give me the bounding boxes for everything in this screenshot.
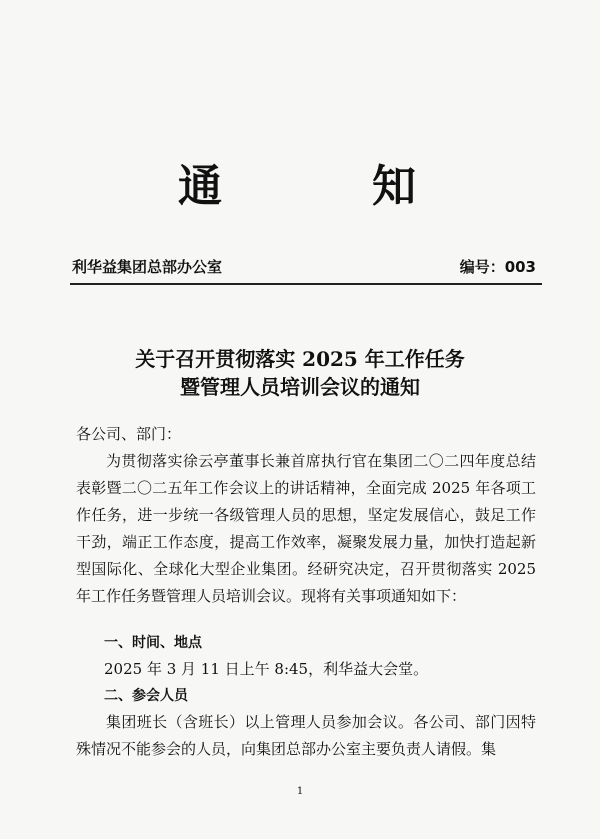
subject-line-1: 关于召开贯彻落实 2025 年工作任务 — [135, 347, 465, 371]
notice-title — [0, 150, 600, 210]
section-2-text: 集团班长（含班长）以上管理人员参加会议。各公司、部门因特殊情况不能参会的人员，向集团总部办公室主要负责人请假。集 — [76, 713, 536, 758]
body-paragraph-1: 为贯彻落实徐云亭董事长兼首席执行官在集团二〇二四年度总结表彰暨二〇二五年工作会议上的讲话精神，全面完成 2025 年各项工作任务，进一步统一各级管理人员的思想，坚定发展信心，鼓足工作干劲，端正工作态度，提高工作效率，凝聚发展力量，加快打造起新型国际化、全球化大型企业集团。经研究决定，召开贯彻落实 2025 年工作任务暨管理人员培训会议。现将有关事项通知如下： — [76, 452, 536, 605]
section-1-heading: 一、时间、地点 — [104, 635, 202, 651]
document-number: 编号：003 — [459, 258, 536, 276]
header-divider — [70, 283, 542, 285]
section-2-heading: 二、参会人员 — [104, 688, 188, 704]
salutation: 各公司、部门： — [76, 425, 182, 443]
header-row — [72, 256, 542, 280]
title-char-2: 知 — [372, 161, 416, 212]
section-1-text: 2025 年 3 月 11 日上午 8:45，利华益大会堂。 — [104, 660, 429, 678]
title-char-1: 通 — [178, 161, 222, 212]
page-number: 1 — [296, 786, 304, 797]
issuer-name: 利华益集团总部办公室 — [72, 258, 223, 276]
subject-line-2: 暨管理人员培训会议的通知 — [180, 375, 420, 399]
